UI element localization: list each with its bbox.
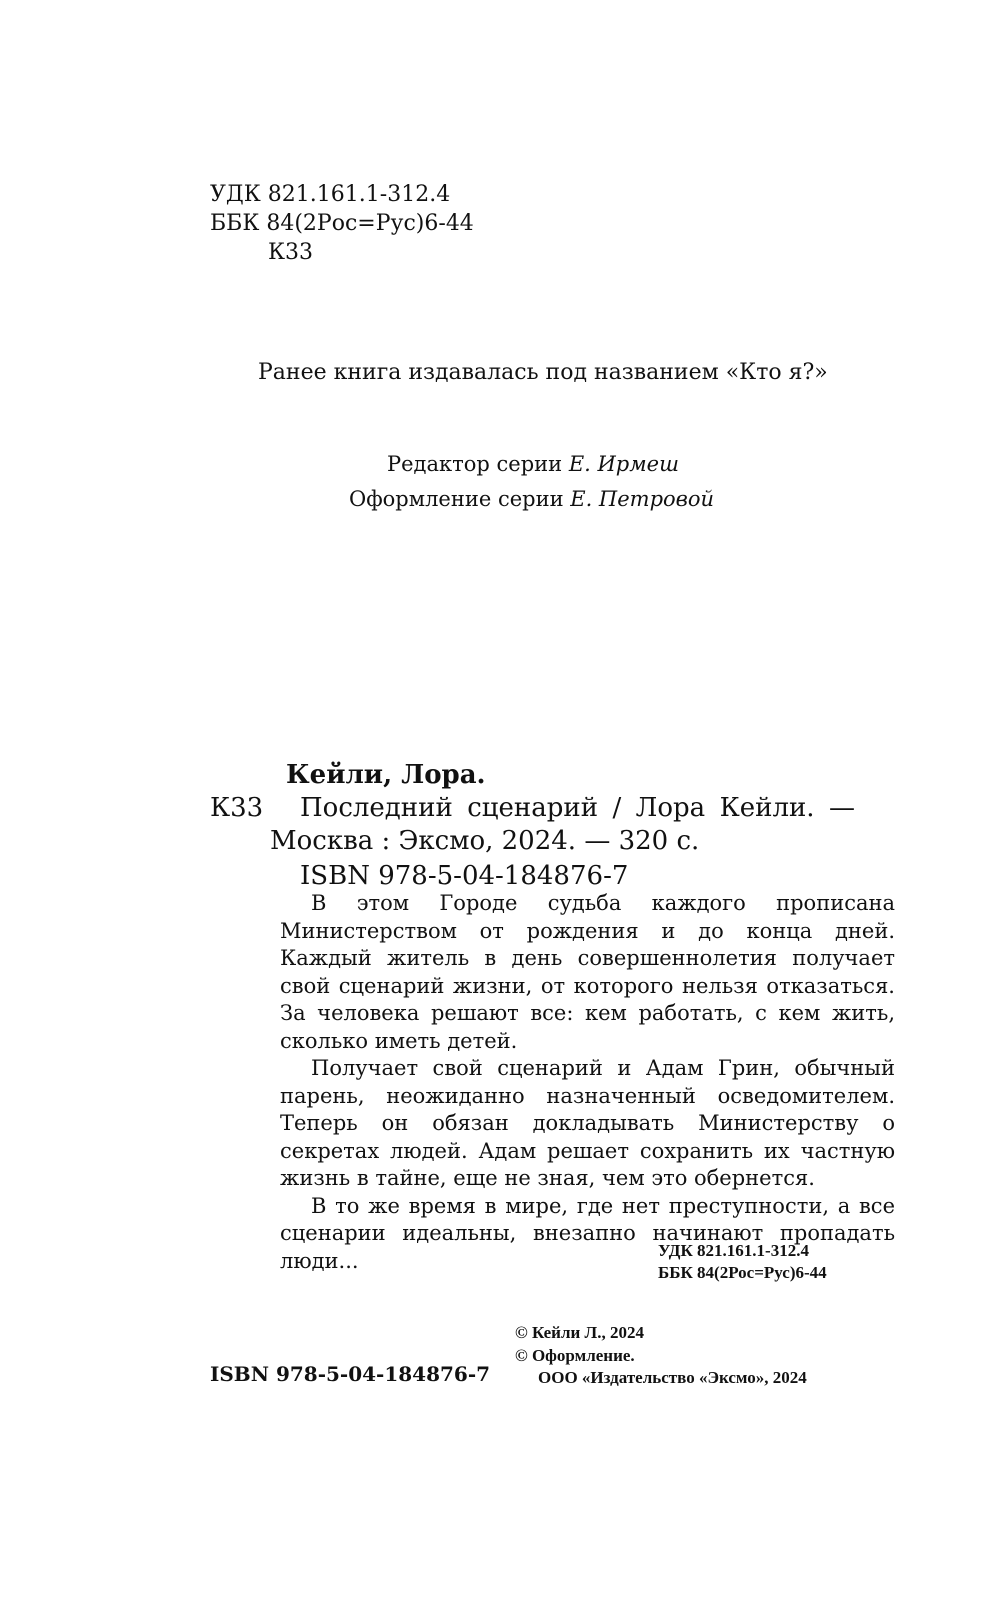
book-title-line: Последний сценарий / Лора Кейли. — xyxy=(300,793,855,823)
bottom-isbn: ISBN 978-5-04-184876-7 xyxy=(210,1362,491,1386)
isbn-record: ISBN 978-5-04-184876-7 xyxy=(300,861,629,891)
series-design-label: Оформление серии xyxy=(349,487,571,511)
annotation-paragraph: В то же время в мире, где нет преступности, а все сценарии идеальны, внезапно начинают пропадать люди... xyxy=(280,1193,895,1273)
publication-line: Москва : Эксмо, 2024. — 320 с. xyxy=(270,826,700,856)
series-editor-label: Редактор серии xyxy=(387,452,569,476)
author-heading: Кейли, Лора. xyxy=(286,760,486,790)
author-mark: К33 xyxy=(268,240,314,265)
copyright-design: © Оформление. xyxy=(515,1346,635,1365)
bottom-bbk-code: ББК 84(2Рос=Рус)6-44 xyxy=(658,1263,827,1282)
previous-title-note: Ранее книга издавалась под названием «Кто я?» xyxy=(258,360,828,385)
copyright-author: © Кейли Л., 2024 xyxy=(515,1323,644,1342)
udk-code: УДК 821.161.1-312.4 xyxy=(210,182,451,207)
annotation-paragraph: В этом Городе судьба каждого прописана Министерством от рождения и до конца дней. Каждый житель в день совершеннолетия получает свой сценарий жизни, от которого нельзя отказаться. За человека решают все: кем работать, с кем жить, сколько иметь детей. xyxy=(280,891,895,1053)
bottom-udk-code: УДК 821.161.1-312.4 xyxy=(658,1241,809,1260)
bbk-code: ББК 84(2Рос=Рус)6-44 xyxy=(210,211,474,236)
series-editor-name: Е. Ирмеш xyxy=(568,452,679,476)
series-design-name: Е. Петровой xyxy=(570,487,715,511)
annotation xyxy=(280,890,895,1275)
annotation-paragraph: Получает свой сценарий и Адам Грин, обычный парень, неожиданно назначенный осведомителем. Теперь он обязан докладывать Министерству о секретах людей. Адам решает сохранить их частную жизнь в тайне, еще не зная, чем это обернется. xyxy=(280,1056,895,1190)
bibliography-mark: К33 xyxy=(210,793,264,823)
series-design-line xyxy=(349,487,714,511)
copyright-publisher: ООО «Издательство «Эксмо», 2024 xyxy=(538,1368,807,1387)
series-editor-line xyxy=(387,452,679,476)
